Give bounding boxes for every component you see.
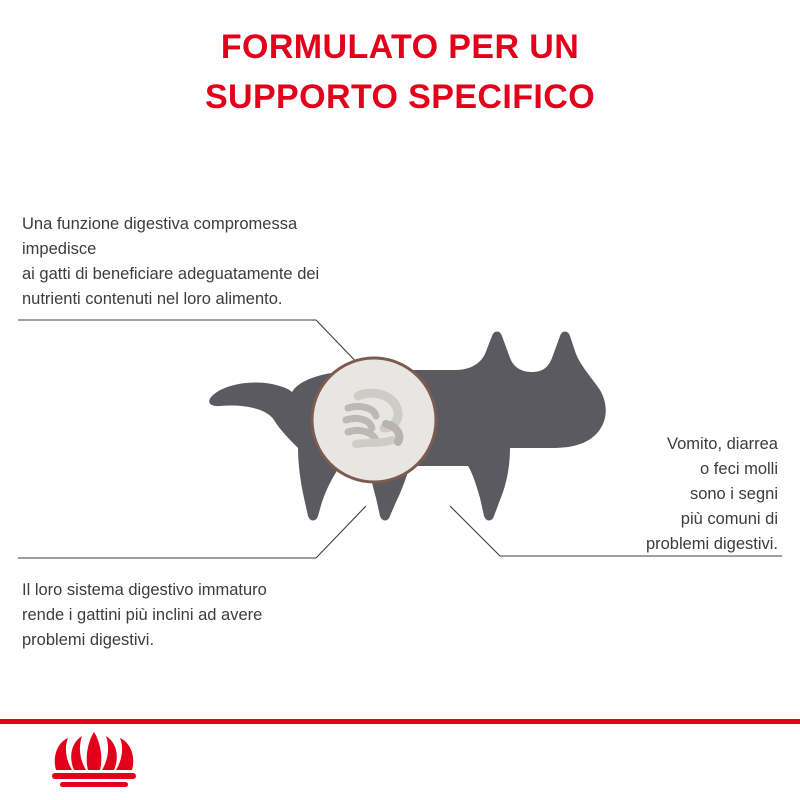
- footer-divider-bar: [0, 719, 800, 724]
- callout-bottom-left-line-1: Il loro sistema digestivo immaturo: [22, 581, 267, 599]
- callout-right-line-3: sono i segni: [689, 485, 778, 504]
- callout-top-left-line-1: Una funzione digestiva compromessa: [22, 215, 298, 233]
- callout-bottom-left: [22, 578, 422, 653]
- callout-bottom-left-line-2: rende i gattini più inclini ad avere: [22, 606, 263, 625]
- callout-right-line-1: Vomito, diarrea: [667, 435, 778, 453]
- page-title-line-2: SUPPORTO SPECIFICO: [204, 78, 596, 117]
- page-title: [0, 22, 800, 123]
- callout-top-left-line-2: impedisce: [22, 240, 97, 259]
- callout-top-left-line-4: nutrienti contenuti nel loro alimento.: [22, 290, 283, 309]
- page-title-line-1: FORMULATO PER UN: [220, 28, 580, 66]
- callout-bottom-left-line-3: problemi digestivi.: [22, 631, 155, 650]
- callout-right-line-5: problemi digestivi.: [645, 535, 778, 554]
- callout-right-line-2: o feci molli: [700, 460, 778, 479]
- callout-top-left: [22, 212, 422, 312]
- callout-right-line-4: più comuni di: [680, 510, 778, 529]
- callout-top-left-line-3: ai gatti di beneficiare adeguatamente dei: [22, 265, 320, 284]
- royal-canin-crown-logo: [46, 730, 142, 792]
- callout-right: [498, 432, 778, 557]
- digestive-system-zoom-circle: [312, 358, 436, 482]
